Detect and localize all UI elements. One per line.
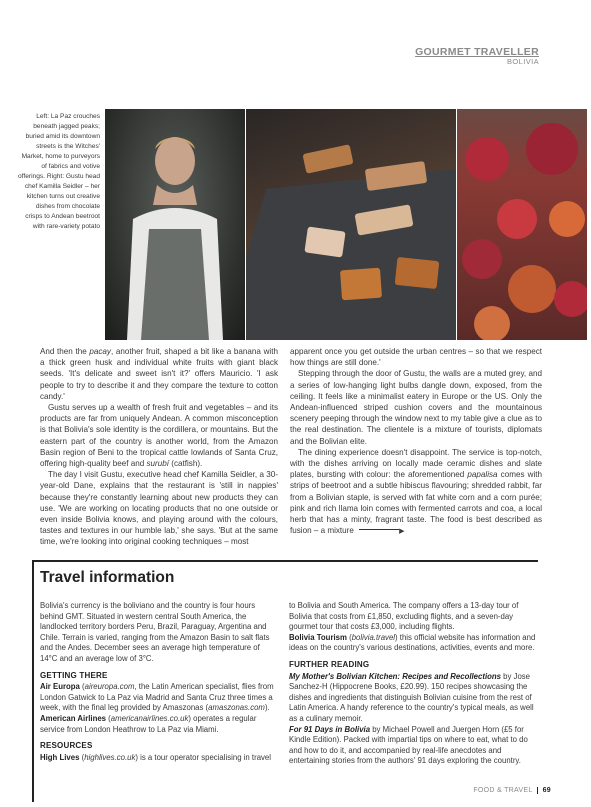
further-reading-heading: FURTHER READING	[289, 659, 370, 669]
getting-there-text: Air Europa (aireuropa.com, the Latin American specialist, flies from London Gatwick to La Paz via Madrid and Santa Cruz three times a week, with the final leg provided by Amaszonas (amaszonas.com). American Airlines (americanairlines.co.uk) operates a regular service from London Heathrow to La Paz via Miami.	[40, 682, 274, 734]
photo-beetroot-potato	[457, 109, 587, 340]
article-paragraph: The dining experience doesn't disappoint. The service is top-notch, with the dishes arriving on locally made ceramic dishes and slate plates, bursting with colour: the aforementioned papalisa comes with strips of beetroot and a subtle hibiscus flavouring; shredded rabbit, far from a Bolivian staple, is served with fat white corn and a corn purée; pink and rich llama loin comes with fermented carrots and coa, a local herb that has a minty, fragrant taste. The food is best described as fusion – a mixture ▶	[290, 447, 542, 536]
magazine-name: FOOD & TRAVEL	[473, 787, 533, 794]
article-paragraph: Stepping through the door of Gustu, the walls are a muted grey, and a series of low-hanging light bulbs dangle down, exposed, from the ceiling. It feels like a minimalist eatery in Europe or the US. Only the Andean-influenced striped cushion covers and the mountainous scenery peeping through the window next to my table give a clue as to the real destination. The clientele is a mixture of tourists, diplomats and the Bolivian elite.	[290, 369, 542, 446]
further-reading-text: My Mother's Bolivian Kitchen: Recipes and Recollections by Jose Sanchez-H (Hippocrene Books, £20.99). 150 recipes showcasing the dishes and ingredients that distinguish Bolivian cuisine from the rest of Latin America. A handy reference to the country's typical meals, as well as a culinary memoir. For 91 Days in Bolivia by Michael Powell and Juergen Horn (£5 for Kindle Edition). Packed with impartial tips on where to eat, what to do and how to do it, and accompanied by real-life anecdotes and entertaining stories from the authors' 91 days exploring the country.	[289, 671, 534, 766]
air-europa-link[interactable]: aireuropa.com	[84, 682, 135, 692]
photo-caption: Left: La Paz crouches beneath jagged peaks; buried amid its downtown streets is the Witches' Market, home to purveyors of fabrics and votive offerings. Right: Gustu head chef Kamilla Seidler – her kitchen turns out creative dishes from chocolate crisps to Andean beetroot with rare-variety potato	[18, 113, 100, 230]
photo-chef-portrait	[105, 109, 245, 340]
american-airlines-link[interactable]: americanairlines.co.uk	[110, 713, 189, 723]
continue-arrow-icon	[359, 529, 399, 530]
article-column-2	[290, 346, 542, 537]
resources-text: High Lives (highlives.co.uk) is a tour operator specialising in travel	[40, 752, 271, 762]
page-number: 69	[537, 787, 551, 794]
bolivia-tourism-link[interactable]: bolivia.travel	[351, 632, 396, 642]
travel-info-column-2	[289, 601, 539, 767]
arrow-head-icon: ▶	[399, 528, 405, 536]
section-header	[415, 46, 539, 66]
chocolate-slate-illustration	[246, 109, 456, 340]
chef-illustration	[105, 109, 245, 340]
photo-strip	[105, 109, 587, 340]
article-column-1	[40, 346, 278, 548]
beetroot-illustration	[457, 109, 587, 340]
amaszonas-link[interactable]: amaszonas.com	[208, 703, 265, 713]
travel-intro: Bolivia's currency is the boliviano and the country is four hours behind GMT. Situated in western central South America, the landlocked territory borders Peru, Brazil, Paraguay, Argentina and Chile. Terrain is varied, ranging from the Amazon Basin to salt flats and the Andes. December sees an average high temperature of 14°C and an average low of 3°C.	[40, 601, 270, 663]
travel-info-column-1	[40, 601, 276, 763]
resources-heading: RESOURCES	[40, 741, 93, 751]
high-lives-link[interactable]: highlives.co.uk	[84, 752, 136, 762]
getting-there-heading: GETTING THERE	[40, 670, 108, 680]
article-paragraph: Gustu serves up a wealth of fresh fruit and vegetables – and its products are far from uniquely Andean. A common misconception is that Bolivia's sole identity is the cordillera, or mountains. But the eastern part of the country is another world, from the Amazon Basin region of Beni to the tropical cattle lowlands of Santa Cruz, offering high-quality beef and surubí (catfish).	[40, 403, 278, 469]
section-subtitle: BOLIVIA	[507, 57, 539, 66]
section-title: GOURMET TRAVELLER	[415, 46, 539, 58]
travel-info-title: Travel information	[40, 569, 175, 586]
article-paragraph: apparent once you get outside the urban centres – so that we respect how things are still done.'	[290, 347, 542, 368]
article-paragraph: And then the pacay, another fruit, shaped a bit like a banana with a thick green husk and individual white fruits with giant black seeds. 'It's delicate and sweet isn't it?' offers Mauricio. 'I ask people to try to describe it and they compare the texture to cotton candy.'	[40, 347, 278, 401]
bolivia-tourism-text: Bolivia Tourism (bolivia.travel) this official website has information and ideas on the country's various destinations, activities, events and more.	[289, 632, 536, 653]
resources-text-continued: to Bolivia and South America. The company offers a 13-day tour of Bolivia that costs from £1,850, excluding flights, and a seven-day gourmet tour that costs £3,000, including flights.	[289, 601, 519, 632]
article-paragraph: The day I visit Gustu, executive head chef Kamilla Seidler, a 30-year-old Dane, explains that the restaurant is 'still in nappies' because they're constantly learning about new products they can use. 'We are working on locating products that no one outside or even inside Bolivia knows, and playing around with the colours, tastes and textures in our humble lab,' she says. 'But at the same time, we're looking into original cooking techniques – most	[40, 470, 278, 547]
page-footer	[473, 787, 551, 794]
photo-chocolate-crisps	[246, 109, 456, 340]
